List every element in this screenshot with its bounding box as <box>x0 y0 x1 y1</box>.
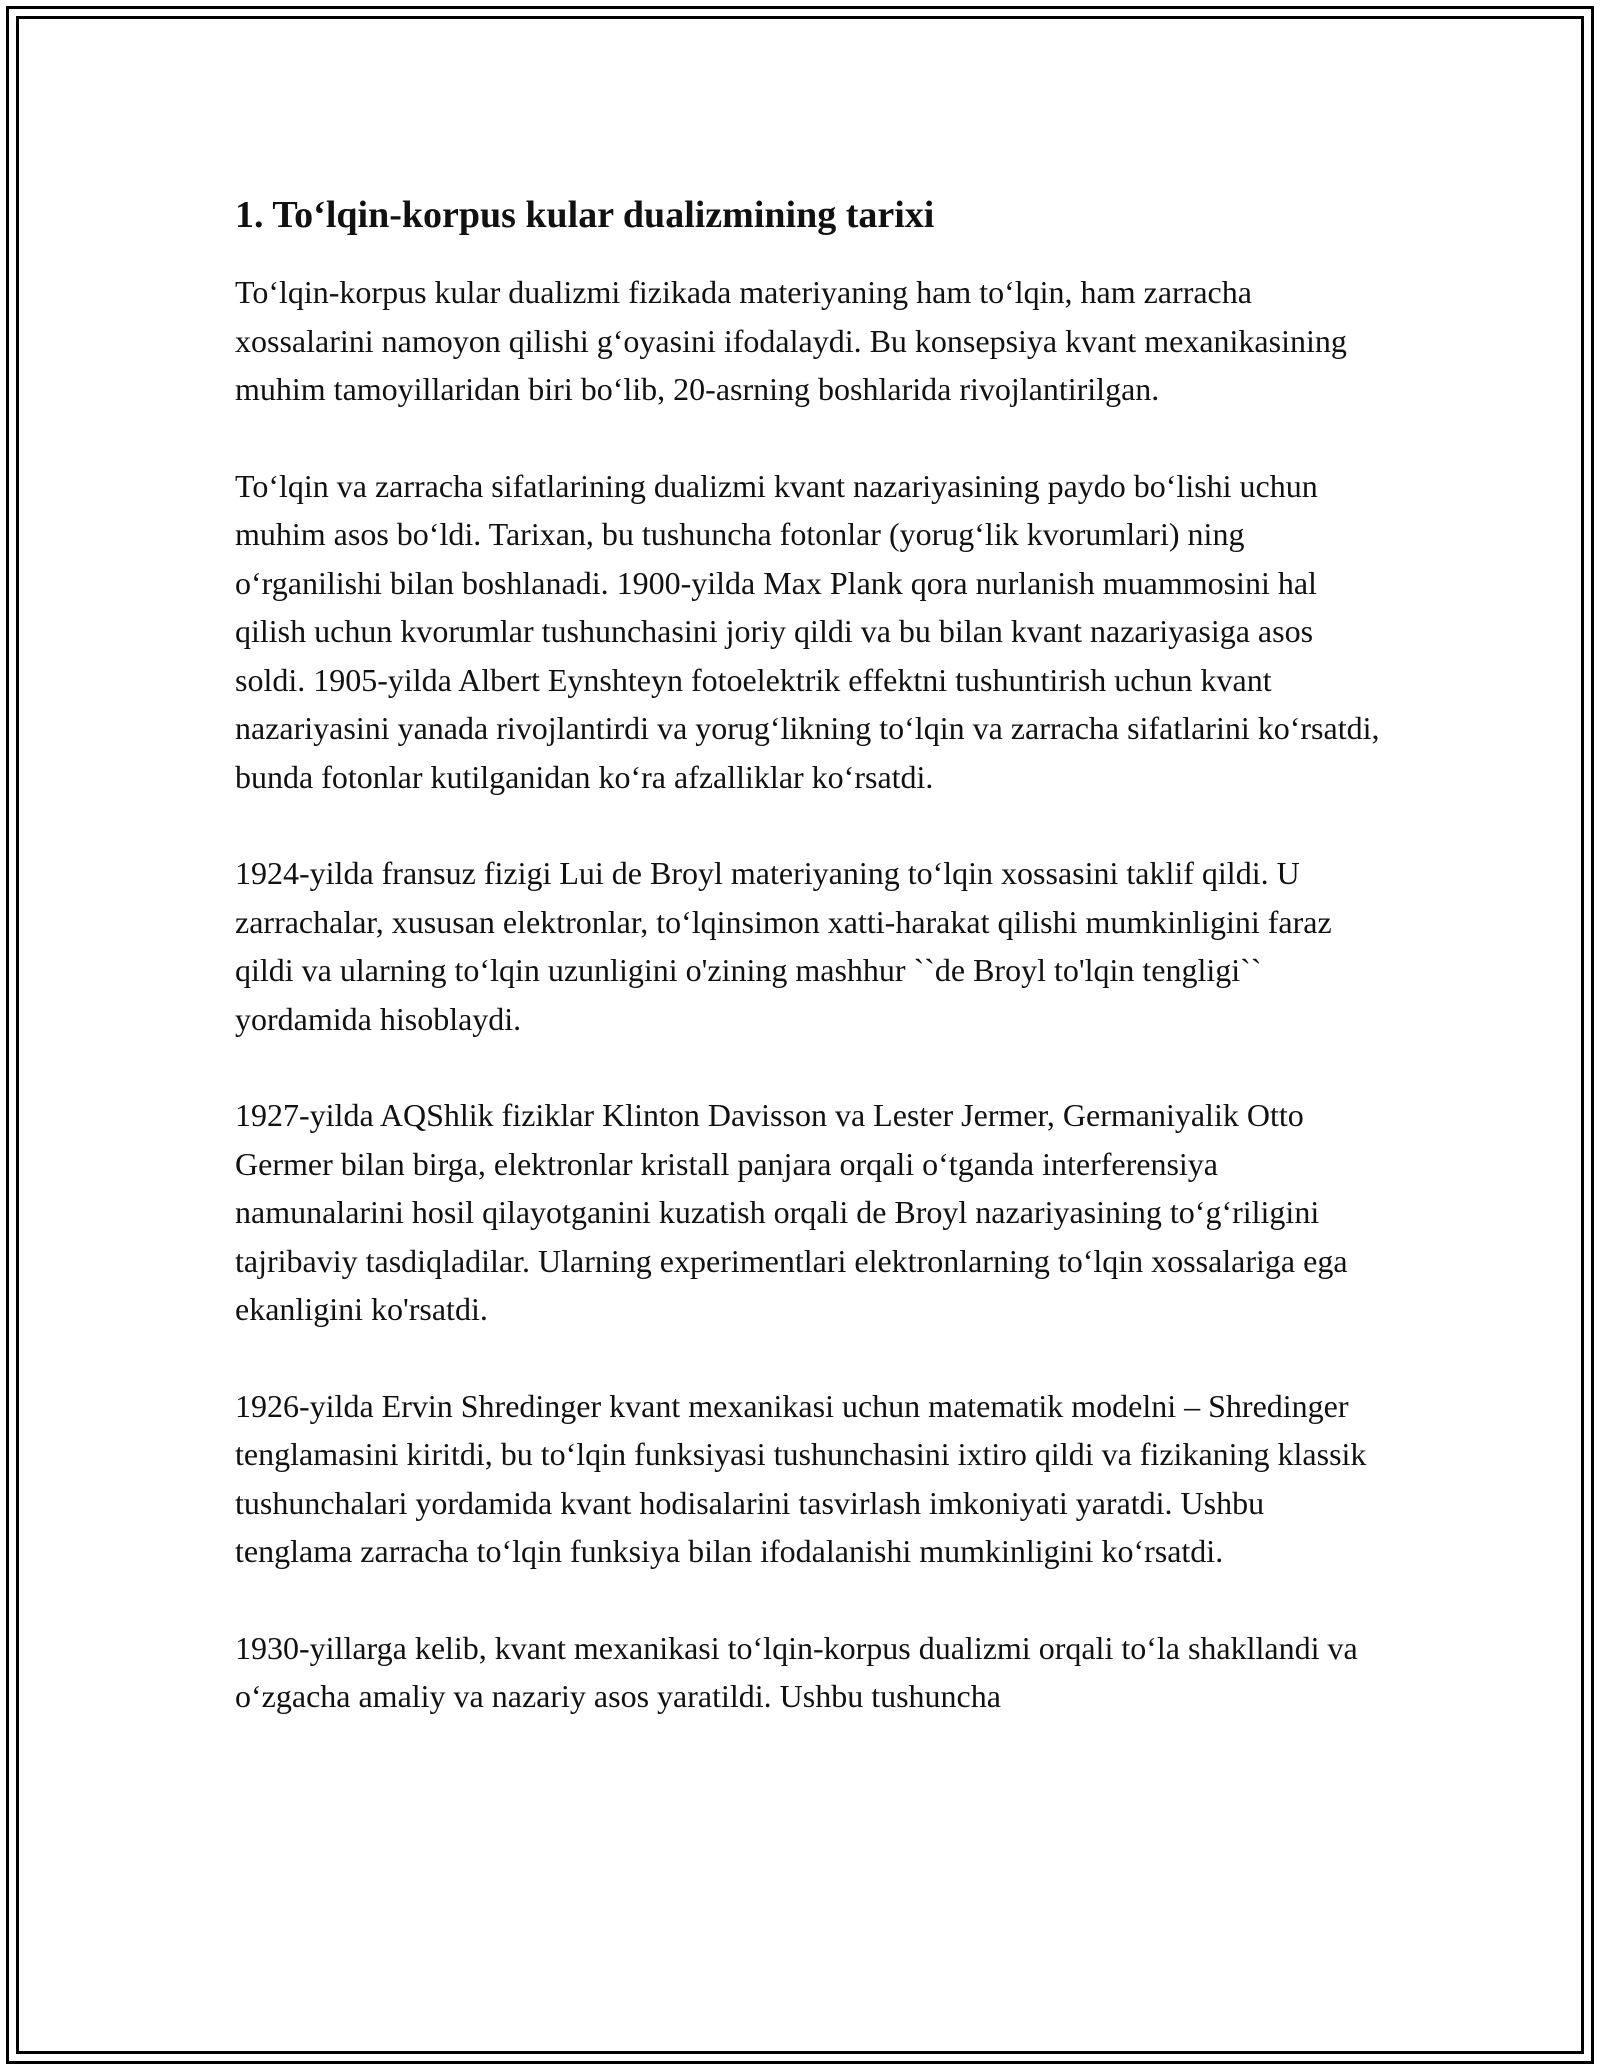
paragraph-1930s: 1930-yillarga kelib, kvant mexanikasi to‘lqin-korpus dualizmi orqali to‘la shakllandi va o‘zgacha amaliy va nazariy asos yaratildi. Ushbu tushuncha <box>235 1629 1358 1714</box>
paragraph-de-broglie: 1924-yilda fransuz fizigi Lui de Broyl materiyaning to‘lqin xossasini taklif qildi. U zarrachalar, xususan elektronlar, to‘lqinsimon xatti-harakat qilishi mumkinligini faraz qildi va ularning to‘lqin uzunligini o'zining mashhur ``de Broyl to'lqin tengligi`` yordamida hisoblaydi. <box>235 855 1332 1037</box>
paragraph-intro: To‘lqin-korpus kular dualizmi fizikada materiyaning ham to‘lqin, ham zarracha xossalarini namoyon qilishi g‘oyasini ifodalaydi. Bu konsepsiya kvant mexanikasining muhim tamoyillaridan biri bo‘lib, 20-asrning boshlarida rivojlantirilgan. <box>235 274 1347 407</box>
paragraph-history: To‘lqin va zarracha sifatlarining dualizmi kvant nazariyasining paydo bo‘lishi uchun muhim asos bo‘ldi. Tarixan, bu tushuncha fotonlar (yorug‘lik kvorumlari) ning o‘rganilishi bilan boshlanadi. 1900-yilda Max Plank qora nurlanish muammosini hal qilish uchun kvorumlar tushunchasini joriy qildi va bu bilan kvant nazariyasiga asos soldi. 1905-yilda Albert Eynshteyn fotoelektrik effektni tushuntirish uchun kvant nazariyasini yanada rivojlantirdi va yorug‘likning to‘lqin va zarracha sifatlarini ko‘rsatdi, bunda fotonlar kutilganidan ko‘ra afzalliklar ko‘rsatdi. <box>235 467 1380 795</box>
document-body <box>235 190 1385 1769</box>
paragraph-schrodinger: 1926-yilda Ervin Shredinger kvant mexanikasi uchun matematik modelni – Shredinger tenglamasini kiritdi, bu to‘lqin funksiyasi tushunchasini ixtiro qildi va fizikaning klassik tushunchalari yordamida kvant hodisalarini tasvirlash imkoniyati yaratdi. Ushbu tenglama zarracha to‘lqin funksiya bilan ifodalanishi mumkinligini ko‘rsatdi. <box>235 1387 1367 1569</box>
section-heading: 1. To‘lqin-korpus kular dualizmining tarixi <box>235 194 935 236</box>
paragraph-davisson-germer: 1927-yilda AQShlik fiziklar Klinton Davisson va Lester Jermer, Germaniyalik Otto Germer bilan birga, elektronlar kristall panjara orqali o‘tganda interferensiya namunalarini hosil qilayotganini kuzatish orqali de Broyl nazariyasining to‘g‘riligini tajribaviy tasdiqladilar. Ularning experimentlari elektronlarning to‘lqin xossalariga ega ekanligini ko'rsatdi. <box>235 1097 1348 1327</box>
